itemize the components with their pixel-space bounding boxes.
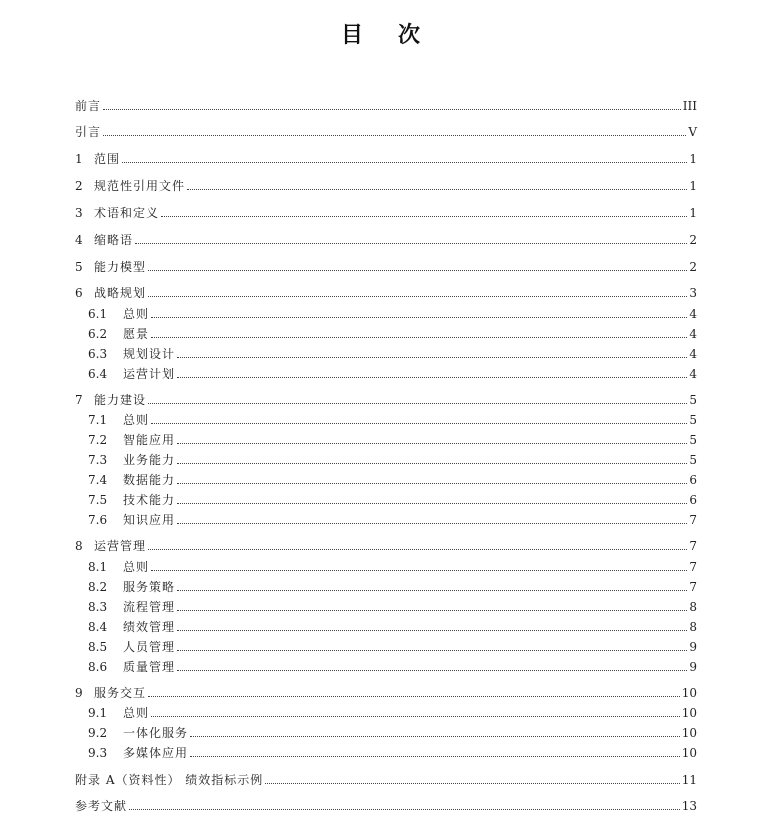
toc-entry[interactable] <box>88 637 697 655</box>
toc-entry-number: 9.1 <box>88 706 108 720</box>
toc-entry-number: 7.3 <box>88 453 108 467</box>
title-char-2: 次 <box>398 23 422 48</box>
toc-entry-page-number: 4 <box>689 347 697 361</box>
toc-entry-label: 技术能力 <box>123 493 176 507</box>
toc-entry[interactable] <box>75 536 697 554</box>
toc-entry[interactable] <box>75 176 697 194</box>
dot-leader <box>265 783 679 784</box>
toc-entry[interactable] <box>75 390 697 408</box>
toc-entry-label: 流程管理 <box>123 600 176 614</box>
toc-entry-number: 8 <box>75 539 83 553</box>
toc-entry-page-number: 1 <box>689 179 697 193</box>
toc-entry-label: 总则 <box>123 706 150 720</box>
dot-leader <box>177 443 687 444</box>
toc-entry-page-number: 6 <box>689 493 697 507</box>
toc-entry-page-number: 5 <box>689 453 697 467</box>
toc-entry-page-number: 7 <box>689 513 697 527</box>
toc-entry-label: 能力建设 <box>94 393 147 407</box>
toc-entry[interactable] <box>75 149 697 167</box>
toc-entry[interactable] <box>88 703 697 721</box>
toc-entry-number: 1 <box>75 152 83 166</box>
toc-entry[interactable] <box>88 617 697 635</box>
toc-entry-page-number: 8 <box>689 620 697 634</box>
toc-entry-label: 总则 <box>123 560 150 574</box>
toc-entry-number: 6.1 <box>88 307 108 321</box>
toc-entry-page-number: 4 <box>689 327 697 341</box>
toc-entry[interactable] <box>75 122 697 140</box>
toc-entry-number: 9.2 <box>88 726 108 740</box>
toc-entry-number: 2 <box>75 179 83 193</box>
dot-leader <box>151 423 687 424</box>
toc-entry-number: 6 <box>75 286 83 300</box>
dot-leader <box>129 809 680 810</box>
toc-entry-page-number: 8 <box>689 600 697 614</box>
toc-entry-page-number: 10 <box>681 726 697 740</box>
toc-entry-number: 6.2 <box>88 327 108 341</box>
toc-entry-label: 总则 <box>123 413 150 427</box>
dot-leader <box>177 377 687 378</box>
toc-entry[interactable] <box>88 490 697 508</box>
toc-entry-page-number: 5 <box>689 413 697 427</box>
toc-entry-page-number: 2 <box>689 233 697 247</box>
dot-leader <box>177 670 687 671</box>
toc-entry[interactable] <box>88 743 697 761</box>
toc-entry-label: 多媒体应用 <box>123 746 189 760</box>
toc-entry-number: 7.5 <box>88 493 108 507</box>
toc-entry[interactable] <box>75 770 697 788</box>
toc-entry-page-number: 4 <box>689 307 697 321</box>
dot-leader <box>177 590 687 591</box>
toc-entry-label: 参考文献 <box>75 799 128 813</box>
toc-entry-label: 前言 <box>75 99 102 113</box>
toc-entry-number: 8.6 <box>88 660 108 674</box>
title-char-1: 目 <box>340 23 364 48</box>
toc-entry-label: 质量管理 <box>123 660 176 674</box>
toc-entry-page-number: 3 <box>689 286 697 300</box>
toc-entry[interactable] <box>88 557 697 575</box>
toc-entry-label: 知识应用 <box>123 513 176 527</box>
toc-entry-label: 智能应用 <box>123 433 176 447</box>
toc-entry-page-number: 5 <box>689 433 697 447</box>
toc-entry-page-number: 11 <box>681 773 697 787</box>
toc-entry-page-number: 7 <box>689 560 697 574</box>
toc-entry[interactable] <box>75 230 697 248</box>
toc-entry-number: 4 <box>75 233 83 247</box>
toc-entry-label: 规划设计 <box>123 347 176 361</box>
dot-leader <box>177 630 687 631</box>
toc-entry[interactable] <box>88 597 697 615</box>
toc-entry-number: 6.3 <box>88 347 108 361</box>
toc-entry-number: 7.4 <box>88 473 108 487</box>
toc-entry[interactable] <box>75 283 697 301</box>
toc-entry[interactable] <box>75 203 697 221</box>
dot-leader <box>177 610 687 611</box>
dot-leader <box>151 317 687 318</box>
toc-entry-label: 一体化服务 <box>123 726 189 740</box>
toc-entry-label: 战略规划 <box>94 286 147 300</box>
dot-leader <box>122 162 687 163</box>
toc-entry-number: 8.3 <box>88 600 108 614</box>
dot-leader <box>177 523 687 524</box>
toc-entry[interactable] <box>88 723 697 741</box>
dot-leader <box>135 243 687 244</box>
toc-entry-page-number: 1 <box>689 206 697 220</box>
toc-entry-page-number: 7 <box>689 539 697 553</box>
toc-entry[interactable] <box>88 450 697 468</box>
dot-leader <box>151 570 687 571</box>
dot-leader <box>177 463 687 464</box>
toc-entry-label: 规范性引用文件 <box>94 179 186 193</box>
toc-entry[interactable] <box>88 410 697 428</box>
toc-entry[interactable] <box>75 683 697 701</box>
toc-entry-number: 7.6 <box>88 513 108 527</box>
toc-entry-page-number: 9 <box>689 660 697 674</box>
toc-entry-number: 8.5 <box>88 640 108 654</box>
toc-entry[interactable] <box>88 430 697 448</box>
toc-entry-label: 绩效管理 <box>123 620 176 634</box>
toc-entry-number: 7.2 <box>88 433 108 447</box>
toc-entry-page-number: 13 <box>681 799 697 813</box>
toc-entry-label: 服务策略 <box>123 580 176 594</box>
dot-leader <box>148 549 687 550</box>
dot-leader <box>187 189 687 190</box>
dot-leader <box>148 270 687 271</box>
toc-entry[interactable] <box>75 257 697 275</box>
dot-leader <box>177 483 687 484</box>
toc-entry-page-number: 10 <box>681 746 697 760</box>
dot-leader <box>148 296 687 297</box>
dot-leader <box>148 696 680 697</box>
toc-entry[interactable] <box>88 510 697 528</box>
toc-entry-page-number: 4 <box>689 367 697 381</box>
dot-leader <box>103 135 686 136</box>
toc-entry-label: 附录 A（资料性） 绩效指标示例 <box>75 773 264 787</box>
toc-entry-label: 运营计划 <box>123 367 176 381</box>
toc-entry[interactable] <box>75 796 697 814</box>
toc-entry-label: 数据能力 <box>123 473 176 487</box>
toc-entry-page-number: 2 <box>689 260 697 274</box>
toc-entry-page-number: 1 <box>689 152 697 166</box>
toc-entry[interactable] <box>88 324 697 342</box>
dot-leader <box>190 736 680 737</box>
toc-entry-label: 术语和定义 <box>94 206 160 220</box>
dot-leader <box>103 109 681 110</box>
toc-entry-label: 服务交互 <box>94 686 147 700</box>
toc-entry-number: 8.4 <box>88 620 108 634</box>
toc-entry-label: 业务能力 <box>123 453 176 467</box>
toc-entry-label: 引言 <box>75 125 102 139</box>
toc-entry-number: 7 <box>75 393 83 407</box>
toc-entry-number: 6.4 <box>88 367 108 381</box>
toc-entry-label: 缩略语 <box>94 233 134 247</box>
toc-entry[interactable] <box>88 304 697 322</box>
toc-entry[interactable] <box>75 96 697 114</box>
toc-entry-label: 能力模型 <box>94 260 147 274</box>
dot-leader <box>190 756 680 757</box>
dot-leader <box>148 403 687 404</box>
toc-entry[interactable] <box>88 364 697 382</box>
toc-entry-label: 愿景 <box>123 327 150 341</box>
toc-entry-page-number: V <box>688 125 697 139</box>
toc-entry[interactable] <box>88 657 697 675</box>
toc-entry-number: 7.1 <box>88 413 108 427</box>
dot-leader <box>177 503 687 504</box>
dot-leader <box>177 650 687 651</box>
toc-entry-page-number: 9 <box>689 640 697 654</box>
toc-entry[interactable] <box>88 577 697 595</box>
toc-entry-number: 5 <box>75 260 83 274</box>
toc-entry[interactable] <box>88 470 697 488</box>
toc-entry-number: 8.2 <box>88 580 108 594</box>
toc-entry-number: 3 <box>75 206 83 220</box>
toc-entry-page-number: 10 <box>681 706 697 720</box>
toc-entry-label: 范围 <box>94 152 121 166</box>
dot-leader <box>151 337 687 338</box>
toc-entry-label: 总则 <box>123 307 150 321</box>
toc-entry-label: 运营管理 <box>94 539 147 553</box>
toc-entry[interactable] <box>88 344 697 362</box>
toc-entry-label: 人员管理 <box>123 640 176 654</box>
toc-entry-page-number: 6 <box>689 473 697 487</box>
dot-leader <box>151 716 680 717</box>
toc-entry-page-number: III <box>682 99 697 113</box>
toc-entry-number: 9 <box>75 686 83 700</box>
toc-entry-number: 9.3 <box>88 746 108 760</box>
toc-entry-number: 8.1 <box>88 560 108 574</box>
toc-entry-page-number: 7 <box>689 580 697 594</box>
dot-leader <box>177 357 687 358</box>
toc-entry-page-number: 5 <box>689 393 697 407</box>
dot-leader <box>161 216 687 217</box>
toc-entry-page-number: 10 <box>681 686 697 700</box>
